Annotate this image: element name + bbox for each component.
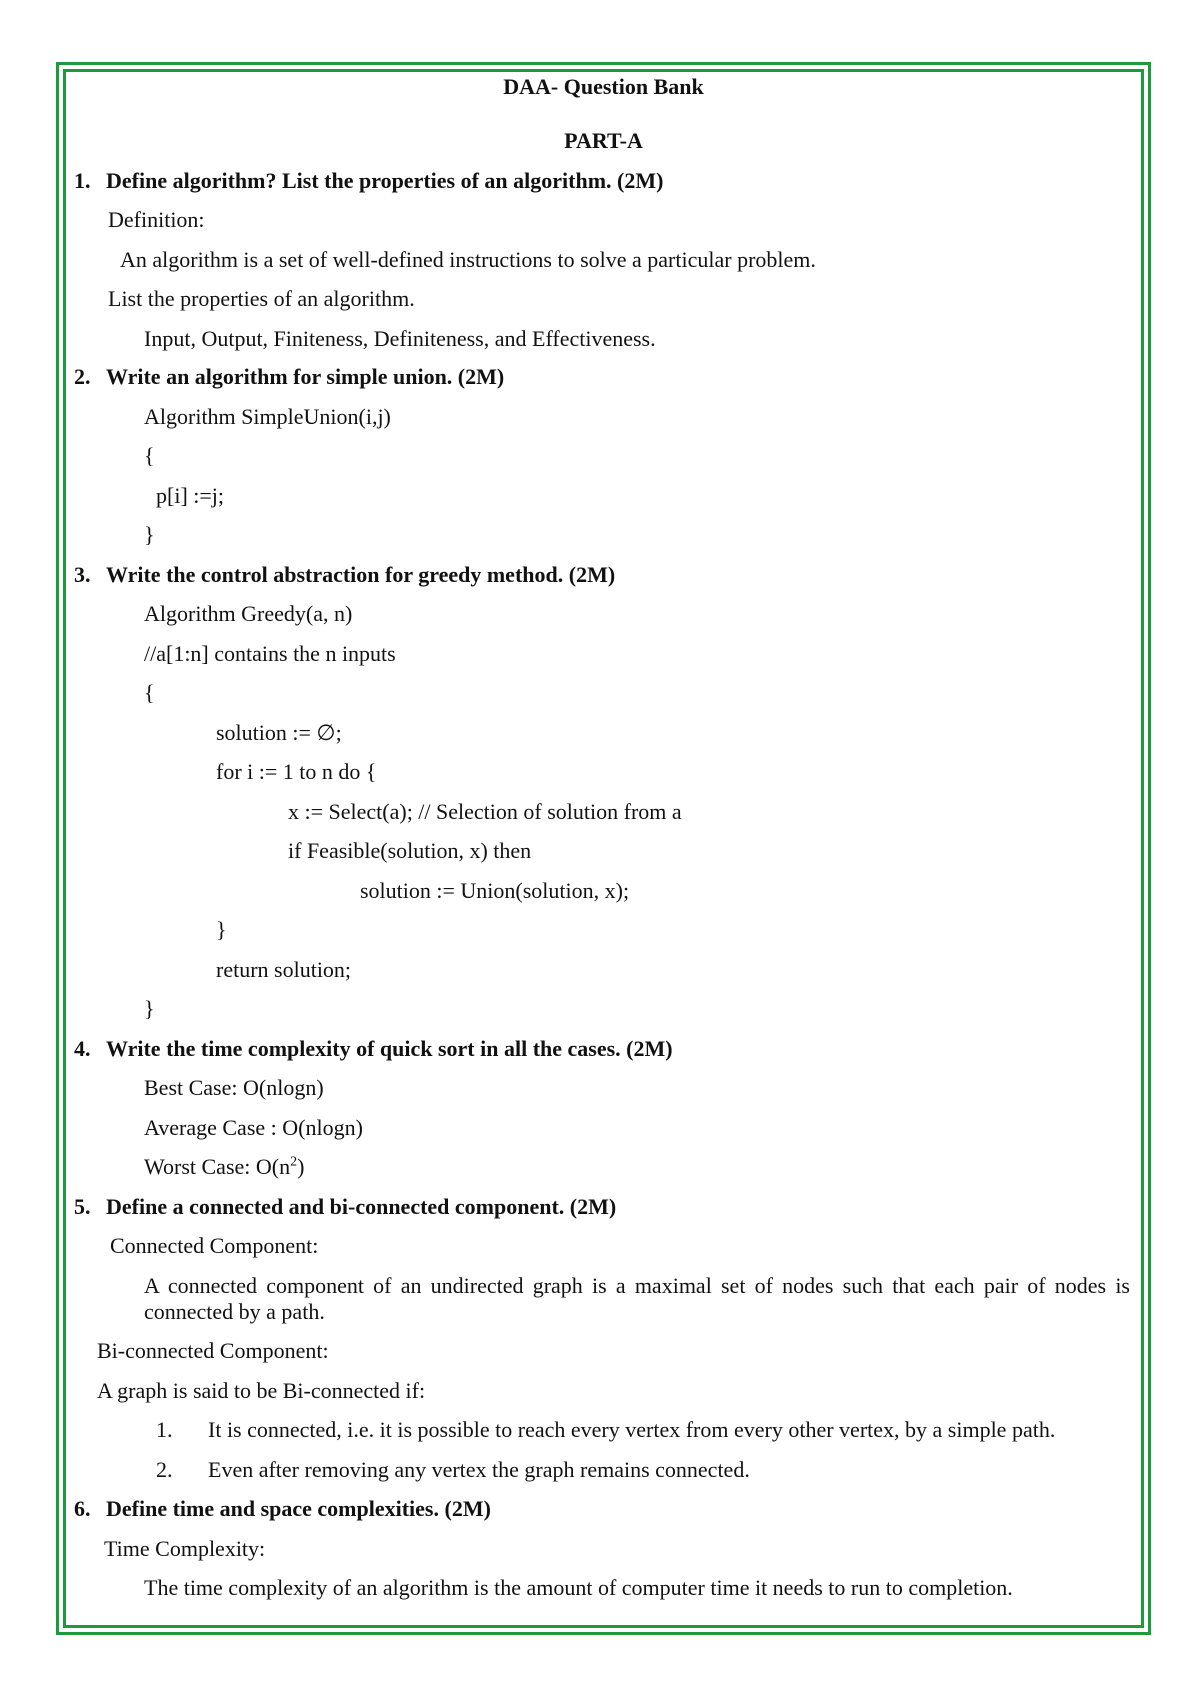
list-text: It is connected, i.e. it is possible to reach every vertex from every other vertex, by a simple path. — [208, 1417, 1056, 1442]
worst-case-close: ) — [297, 1154, 305, 1179]
code-line: } — [144, 522, 155, 547]
average-case: Average Case : O(nlogn) — [144, 1115, 363, 1140]
definition-label: Definition: — [108, 207, 205, 232]
code-line: Algorithm SimpleUnion(i,j) — [144, 404, 391, 429]
code-line: } — [216, 917, 227, 942]
question-2 — [74, 364, 504, 390]
worst-case-exponent: 2 — [290, 1154, 298, 1170]
code-comment: //a[1:n] contains the n inputs — [144, 641, 396, 666]
question-text: Write the control abstraction for greedy method. (2M) — [106, 562, 616, 587]
question-5 — [74, 1194, 616, 1220]
code-line: { — [144, 443, 155, 468]
list-number: 2. — [156, 1457, 173, 1482]
time-complexity-label: Time Complexity: — [104, 1536, 266, 1561]
list-text: Even after removing any vertex the graph remains connected. — [208, 1457, 750, 1482]
question-4 — [74, 1036, 673, 1062]
code-line: for i := 1 to n do { — [216, 759, 377, 784]
worst-case-text: Worst Case: O(n — [144, 1154, 291, 1179]
code-line: } — [144, 996, 155, 1021]
question-1 — [74, 168, 663, 194]
question-number: 4. — [74, 1036, 91, 1061]
biconnected-intro: A graph is said to be Bi-connected if: — [97, 1378, 426, 1403]
code-line: p[i] :=j; — [156, 483, 225, 508]
question-6 — [74, 1496, 491, 1522]
question-3 — [74, 562, 615, 588]
question-text: Write an algorithm for simple union. (2M) — [106, 364, 505, 389]
question-number: 1. — [74, 168, 91, 193]
list-item — [156, 1417, 1055, 1443]
time-complexity-definition: The time complexity of an algorithm is the amount of computer time it needs to run to completion. — [144, 1575, 1013, 1600]
code-line: Algorithm Greedy(a, n) — [144, 601, 353, 626]
code-line: solution := ∅; — [216, 720, 342, 745]
document-title: DAA- Question Bank — [503, 74, 704, 99]
properties-label: List the properties of an algorithm. — [108, 286, 415, 311]
question-text: Define algorithm? List the properties of an algorithm. (2M) — [106, 168, 664, 193]
question-text: Define time and space complexities. (2M) — [106, 1496, 491, 1521]
connected-definition: A connected component of an undirected graph is a maximal set of nodes such that each pair of nodes is connected by a path. — [144, 1273, 1130, 1324]
code-line: if Feasible(solution, x) then — [288, 838, 532, 863]
question-number: 3. — [74, 562, 91, 587]
code-line: return solution; — [216, 957, 352, 982]
list-item — [156, 1457, 750, 1483]
biconnected-label: Bi-connected Component: — [97, 1338, 329, 1363]
question-number: 5. — [74, 1194, 91, 1219]
question-text: Define a connected and bi-connected component. (2M) — [106, 1194, 617, 1219]
best-case: Best Case: O(nlogn) — [144, 1075, 324, 1100]
question-number: 6. — [74, 1496, 91, 1521]
code-line: x := Select(a); // Selection of solution from a — [288, 799, 682, 824]
connected-label: Connected Component: — [110, 1233, 319, 1258]
properties-text: Input, Output, Finiteness, Definiteness, and Effectiveness. — [144, 326, 656, 351]
part-heading: PART-A — [564, 128, 643, 153]
definition-text: An algorithm is a set of well-defined instructions to solve a particular problem. — [120, 247, 816, 272]
question-number: 2. — [74, 364, 91, 389]
code-line: { — [144, 680, 155, 705]
question-text: Write the time complexity of quick sort in all the cases. (2M) — [106, 1036, 673, 1061]
worst-case — [144, 1154, 304, 1180]
list-number: 1. — [156, 1417, 173, 1442]
code-line: solution := Union(solution, x); — [360, 878, 630, 903]
